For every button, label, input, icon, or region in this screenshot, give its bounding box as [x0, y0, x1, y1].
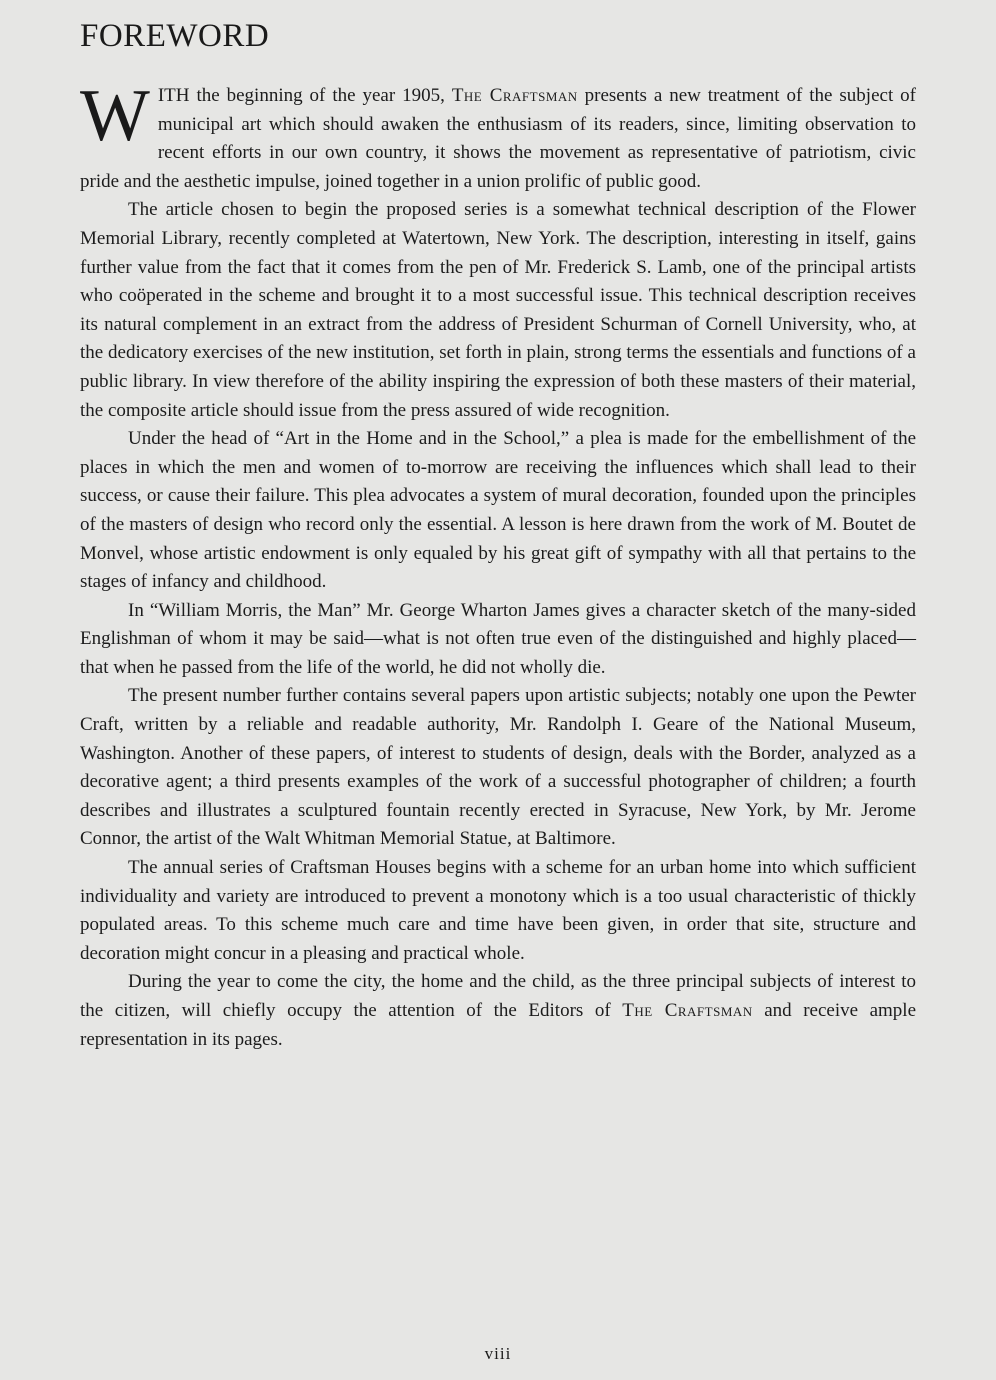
foreword-body [80, 75, 917, 1054]
magazine-name: The Craftsman [451, 85, 578, 106]
paragraph-2: The article chosen to begin the proposed series is a somewhat technical description of the Flower Memorial Library, recently completed at Watertown, New York. The description, interesting in itself, gains further value from the fact that it comes from the pen of Mr. Frederick S. Lamb, one of the principal artists who coöperated in the scheme and brought it to a most successful issue. This technical description receives its natural complement in an extract from the address of President Schurman of Cornell University, who, at the dedicatory exercises of the new institution, set forth in plain, strong terms the essentials and functions of a public library. In view therefore of the ability inspiring the expression of both these masters of their material, the composite article should issue from the press assured of wide recognition. [80, 199, 916, 421]
paragraph-5: The present number further contains several papers upon artistic subjects; notably one upon the Pewter Craft, written by a reliable and readable authority, Mr. Randolph I. Geare of the National Museum, Washington. Another of these papers, of interest to students of design, deals with the Border, analyzed as a decorative agent; a third presents examples of the work of a successful photographer of children; a fourth describes and illustrates a sculptured fountain recently erected in Syracuse, New York, by Mr. Jerome Connor, the artist of the Walt Whitman Memorial Statue, at Baltimore. [80, 685, 916, 850]
paragraph-7 [80, 968, 916, 1054]
paragraph-4: In “William Morris, the Man” Mr. George Wharton James gives a character sketch of the many-sided Englishman of whom it may be said—what is not often true even of the distinguished and highly placed—that when he passed from the life of the world, he did not wholly die. [80, 599, 916, 678]
paragraph-1-lead: ITH the beginning of the year 1905, [157, 85, 452, 106]
paragraph-1-text: presents a new treatment of the subject of municipal art which should awaken the enthusiasm of its readers, since, limiting observation to recent efforts in our own country, it shows the movement as representative of patriotism, civic pride and the aesthetic impulse, joined together in a union prolific of public good. [80, 85, 916, 192]
paragraph-7-lead: During the year to come the city, the home and the child, as the three principal subjects of interest to the citizen, will chiefly occupy the attention of the Editors of [80, 971, 916, 1021]
magazine-name: The Craftsman [622, 1000, 753, 1021]
page-title: FOREWORD [80, 18, 270, 54]
page-number: viii [484, 1344, 512, 1363]
paragraph-6: The annual series of Craftsman Houses begins with a scheme for an urban home into which sufficient individuality and variety are introduced to prevent a monotony which is a too usual characteristic of thickly populated areas. To this scheme much care and time have been given, in order that site, structure and decoration might concur in a pleasing and practical whole. [80, 857, 916, 964]
paragraph-7-text: and receive ample representation in its pages. [80, 1000, 917, 1050]
paragraph-1 [80, 75, 916, 196]
paragraph-3: Under the head of “Art in the Home and in the School,” a plea is made for the embellishment of the places in which the men and women of to-morrow are receiving the influences which shall lead to their success, or cause their failure. This plea advocates a system of mural decoration, founded upon the principles of the masters of design who record only the essential. A lesson is here drawn from the work of M. Boutet de Monvel, whose artistic endowment is only equaled by his great gift of sympathy with all that pertains to the stages of infancy and childhood. [80, 428, 916, 593]
drop-cap: W [80, 75, 150, 157]
